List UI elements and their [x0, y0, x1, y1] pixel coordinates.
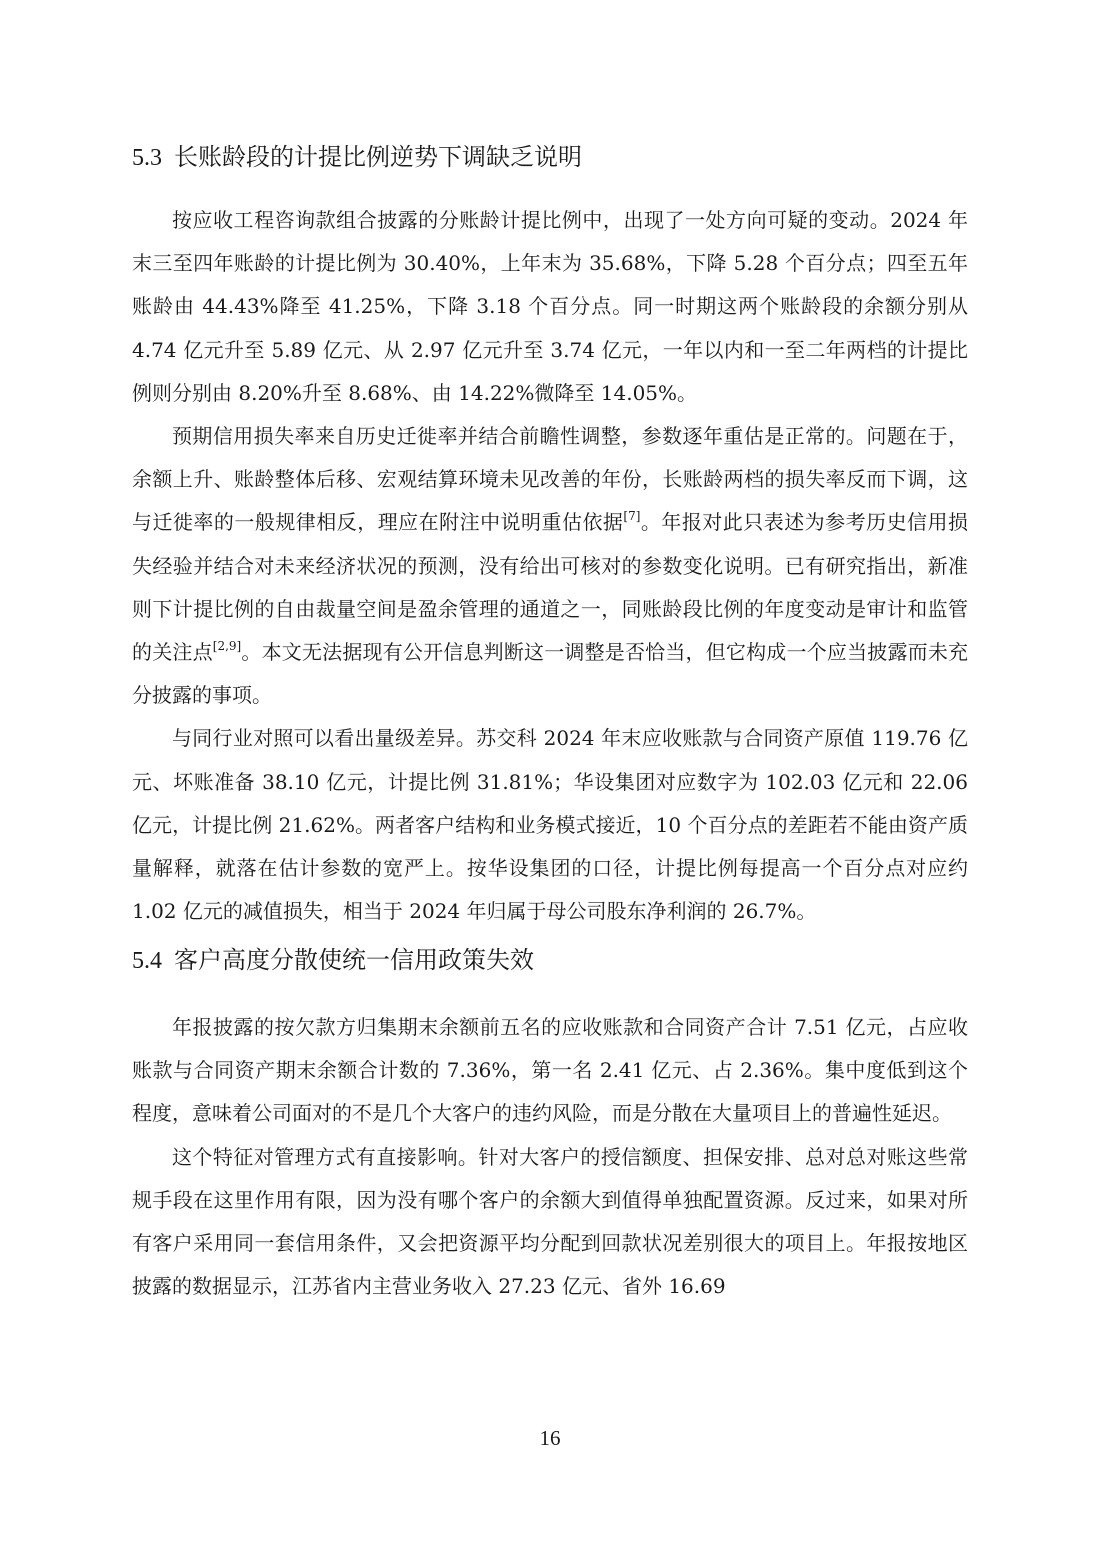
section-number: 5.4: [132, 948, 162, 974]
paragraph: 这个特征对管理方式有直接影响。针对大客户的授信额度、担保安排、总对总对账这些常规手段在这里作用有限，因为没有哪个客户的余额大到值得单独配置资源。反过来，如果对所有客户采用同一套信用条件，又会把资源平均分配到回款状况差别很大的项目上。年报按地区披露的数据显示，江苏省内主营业务收入 27.23 亿元、省外 16.69: [132, 1144, 968, 1299]
section-title: 长账龄段的计提比例逆势下调缺乏说明: [174, 143, 582, 171]
paragraph: 按应收工程咨询款组合披露的分账龄计提比例中，出现了一处方向可疑的变动。2024 年末三至四年账龄的计提比例为 30.40%，上年末为 35.68%，下降 5.28 个百分点；四至五年账龄由 44.43%降至 41.25%，下降 3.18 个百分点。同一时期这两个账龄段的余额分别从 4.74 亿元升至 5.89 亿元、从 2.97 亿元升至 3.74 亿元，一年以内和一至二年两档的计提比例则分别由 8.20%升至 8.68%、由 14.22%微降至 14.05%。: [132, 208, 968, 405]
section-body-5-3: [132, 199, 968, 933]
section-heading-5-4: [132, 943, 968, 978]
section-heading-5-3: [132, 140, 968, 175]
paragraph: 年报披露的按欠款方归集期末余额前五名的应收账款和合同资产合计 7.51 亿元，占应收账款与合同资产期末余额合计数的 7.36%，第一名 2.41 亿元、占 2.36%。集中度低到这个程度，意味着公司面对的不是几个大客户的违约风险，而是分散在大量项目上的普遍性延迟。: [132, 1015, 968, 1126]
section-title: 客户高度分散使统一信用政策失效: [174, 946, 534, 974]
paragraph: [132, 415, 968, 717]
section-body-5-4: [132, 1006, 968, 1308]
paragraph-text: 预期信用损失率来自历史迁徙率并结合前瞻性调整，参数逐年重估是正常的。问题在于，余额上升、账龄整体后移、宏观结算环境未见改善的年份，长账龄两档的损失率反而下调，这与迁徙率的一般规律相反，理应在附注中说明重估依据: [132, 424, 968, 535]
page-number: 16: [539, 1426, 561, 1450]
section-number: 5.3: [132, 145, 162, 171]
citation-reference[interactable]: [2,9]: [212, 639, 242, 654]
citation-reference[interactable]: [7]: [623, 509, 641, 524]
paragraph-text: 。年报对此只表述为参考历史信用损失经验并结合对未来经济状况的预测，没有给出可核对的参数变化说明。已有研究指出，新准则下计提比例的自由裁量空间是盈余管理的通道之一，同账龄段比例的年度变动是审计和监管的关注点: [132, 510, 969, 665]
document-page: [132, 0, 968, 1556]
paragraph: 与同行业对照可以看出量级差异。苏交科 2024 年末应收账款与合同资产原值 119.76 亿元、坏账准备 38.10 亿元，计提比例 31.81%；华设集团对应数字为 102.03 亿元和 22.06 亿元，计提比例 21.62%。两者客户结构和业务模式接近，10 个百分点的差距若不能由资产质量解释，就落在估计参数的宽严上。按华设集团的口径，计提比例每提高一个百分点对应约 1.02 亿元的减值损失，相当于 2024 年归属于母公司股东净利润的 26.7%。: [132, 726, 968, 924]
paragraph-text: 。本文无法据现有公开信息判断这一调整是否恰当，但它构成一个应当披露而未充分披露的事项。: [132, 640, 969, 708]
